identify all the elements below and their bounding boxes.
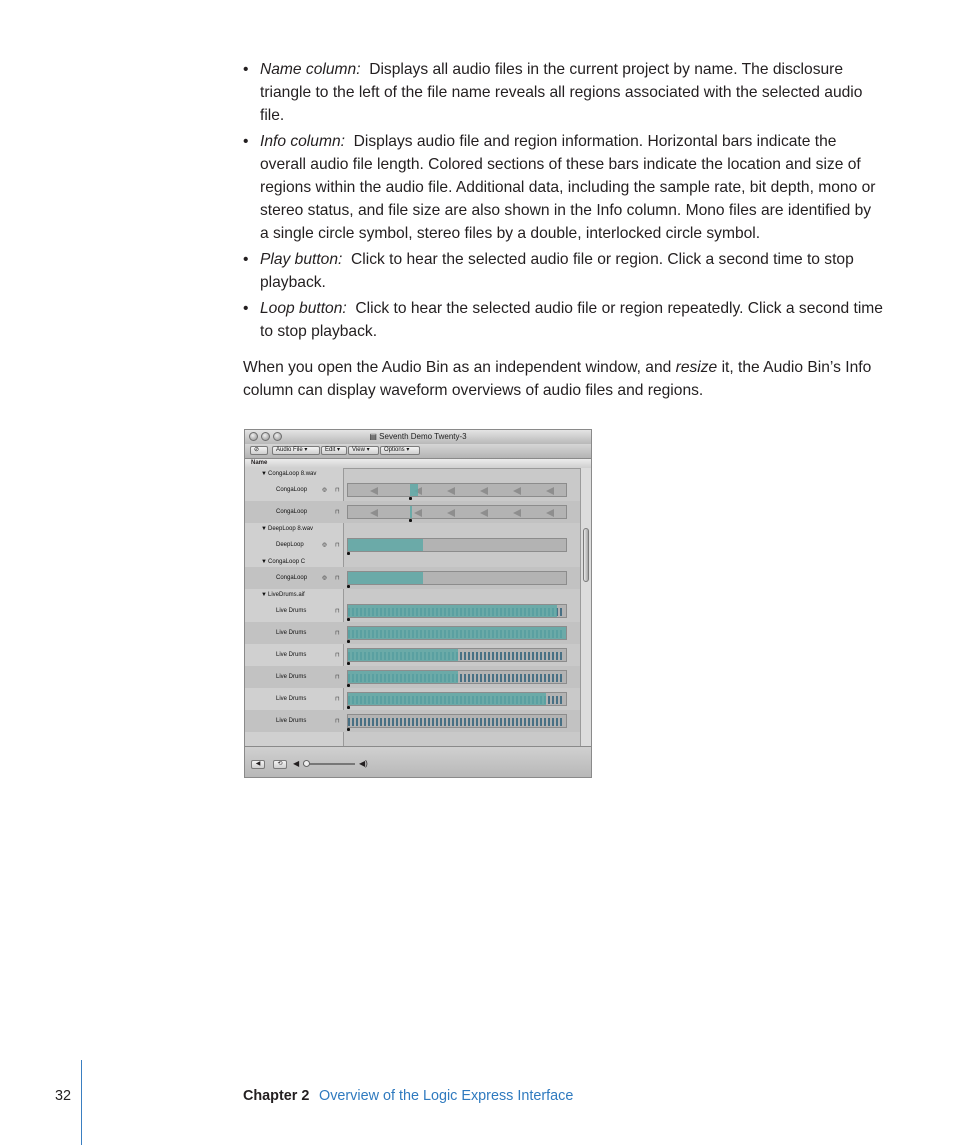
loop-icon: ⊚ [322, 575, 328, 582]
region-selection[interactable] [348, 605, 557, 617]
region-row[interactable] [245, 479, 581, 501]
region-name: CongaLoop [276, 509, 308, 515]
menu-label: Options [384, 447, 405, 453]
bullet-text: Displays audio file and region information. Horizontal bars indicate the overall audio file length. Colored sections of these bars indicate the location and size of regions within the audio file. Additional data, including the sample rate, bit depth, mono or stereo status, and file size are also shown in the Info column. Mono files are identified by a single circle symbol, stereo files by a double, interlocked circle symbol. [260, 133, 876, 242]
region-row[interactable] [245, 710, 581, 732]
audio-file-row[interactable] [245, 468, 581, 479]
region-row[interactable] [245, 600, 581, 622]
lock-icon[interactable]: ⊓ [335, 487, 340, 494]
lock-icon[interactable]: ⊓ [335, 674, 340, 681]
disclosure-triangle-icon[interactable]: ▼ [261, 525, 267, 532]
disclosure-triangle-icon[interactable]: ▼ [261, 470, 267, 477]
window-title-text: Seventh Demo Twenty-3 [379, 432, 467, 441]
audio-file-row[interactable] [245, 589, 581, 600]
region-anchor-marker [409, 519, 412, 522]
waveform-overview [348, 718, 562, 726]
lock-icon[interactable]: ⊓ [335, 542, 340, 549]
region-anchor-marker [347, 684, 350, 687]
paragraph-text: it, the Audio Bin’s Info column can display waveform overviews of audio files and regions. [243, 359, 872, 399]
file-length-bar[interactable] [347, 538, 567, 552]
file-length-bar[interactable] [347, 505, 567, 519]
region-selection[interactable] [348, 627, 567, 639]
loop-button[interactable]: ⟲ [273, 760, 287, 769]
lock-icon[interactable]: ⊓ [335, 575, 340, 582]
file-length-bar[interactable] [347, 571, 567, 585]
region-anchor-marker [409, 497, 412, 500]
volume-low-icon: ◀ [293, 759, 300, 768]
bottom-bar [245, 746, 591, 777]
region-name: Live Drums [276, 630, 307, 636]
menu-label: Audio File [276, 447, 303, 453]
file-length-bar[interactable] [347, 692, 567, 706]
region-anchor-marker [347, 706, 350, 709]
bullet-dot: • [243, 300, 249, 317]
waveform-marker-icon [447, 487, 455, 495]
audio-file-list [245, 468, 581, 732]
bullet-text: Click to hear the selected audio file or region. Click a second time to stop playback. [260, 251, 854, 291]
region-anchor-marker [347, 728, 350, 731]
lock-icon[interactable]: ⊓ [335, 608, 340, 615]
waveform-marker-icon [480, 509, 488, 517]
waveform-marker-icon [513, 509, 521, 517]
region-name: DeepLoop [276, 542, 304, 548]
region-row[interactable] [245, 567, 581, 589]
waveform-marker-icon [480, 487, 488, 495]
vertical-scrollbar[interactable] [580, 468, 591, 746]
region-selection[interactable] [348, 539, 423, 551]
bullet-loop-button [243, 297, 883, 343]
region-row[interactable] [245, 501, 581, 523]
bullet-name-column [243, 58, 883, 127]
lock-icon[interactable]: ⊓ [335, 696, 340, 703]
link-icon[interactable]: ⊘ [250, 446, 268, 455]
document-icon: ▤ [369, 432, 377, 441]
waveform-marker-icon [546, 509, 554, 517]
volume-slider-knob[interactable] [303, 760, 310, 767]
audio-file-menu[interactable]: Audio File ▾ [272, 446, 320, 455]
intro-paragraph [243, 356, 883, 402]
page-number: 32 [55, 1088, 72, 1104]
audio-file-name: CongaLoop 8.wav [268, 470, 317, 477]
waveform-marker-icon [513, 487, 521, 495]
lock-icon[interactable]: ⊓ [335, 509, 340, 516]
region-selection[interactable] [410, 506, 412, 518]
lock-icon[interactable]: ⊓ [335, 630, 340, 637]
audio-bin-window [244, 429, 592, 778]
region-anchor-marker [347, 585, 350, 588]
chapter-title-link[interactable]: Overview of the Logic Express Interface [319, 1088, 574, 1104]
region-anchor-marker [347, 662, 350, 665]
view-menu[interactable]: View ▾ [348, 446, 379, 455]
menu-label: View [352, 447, 365, 453]
region-name: CongaLoop [276, 487, 308, 493]
file-length-bar[interactable] [347, 626, 567, 640]
region-name: CongaLoop [276, 575, 308, 581]
bullet-dot: • [243, 61, 249, 78]
region-row[interactable] [245, 688, 581, 710]
region-name: Live Drums [276, 652, 307, 658]
region-row[interactable] [245, 534, 581, 556]
footer-divider [81, 1060, 82, 1145]
play-button[interactable]: ◀ [251, 760, 265, 769]
bullet-info-column [243, 130, 883, 245]
waveform-marker-icon [546, 487, 554, 495]
waveform-marker-icon [370, 487, 378, 495]
bullet-term: Play button: [260, 251, 343, 268]
region-selection[interactable] [410, 484, 419, 496]
audio-file-name: LiveDrums.aif [268, 591, 305, 598]
region-name: Live Drums [276, 608, 307, 614]
bullet-dot: • [243, 251, 249, 268]
bullet-dot: • [243, 133, 249, 150]
body-text [243, 58, 883, 402]
menu-label: Edit [325, 447, 336, 453]
audio-file-row[interactable] [245, 523, 581, 534]
window-titlebar [245, 430, 591, 444]
paragraph-emphasis: resize [675, 359, 718, 376]
loop-icon: ⊚ [322, 487, 328, 494]
region-name: Live Drums [276, 718, 307, 724]
waveform-marker-icon [370, 509, 378, 517]
file-length-bar[interactable] [347, 604, 567, 618]
loop-icon: ⊚ [322, 542, 328, 549]
lock-icon[interactable]: ⊓ [335, 652, 340, 659]
region-row[interactable] [245, 644, 581, 666]
region-anchor-marker [347, 552, 350, 555]
volume-slider[interactable] [303, 763, 355, 765]
bullet-term: Name column: [260, 61, 361, 78]
region-selection[interactable] [348, 649, 458, 661]
region-selection[interactable] [348, 693, 546, 705]
volume-high-icon: ◀) [359, 759, 368, 768]
file-length-bar[interactable] [347, 648, 567, 662]
file-length-bar[interactable] [347, 483, 567, 497]
bullet-play-button [243, 248, 883, 294]
window-toolbar [245, 444, 591, 459]
disclosure-triangle-icon[interactable]: ▼ [261, 591, 267, 598]
region-anchor-marker [347, 640, 350, 643]
bullet-text: Click to hear the selected audio file or region repeatedly. Click a second time to stop playback. [260, 300, 883, 340]
region-row[interactable] [245, 666, 581, 688]
disclosure-triangle-icon[interactable]: ▼ [261, 558, 267, 565]
scroll-thumb[interactable] [583, 528, 589, 582]
waveform-marker-icon [447, 509, 455, 517]
file-length-bar[interactable] [347, 670, 567, 684]
waveform-marker-icon [414, 509, 422, 517]
audio-file-name: DeepLoop 8.wav [268, 525, 314, 532]
region-name: Live Drums [276, 696, 307, 702]
region-name: Live Drums [276, 674, 307, 680]
window-title [245, 432, 591, 441]
audio-file-name: CongaLoop C [268, 558, 306, 565]
edit-menu[interactable]: Edit ▾ [321, 446, 347, 455]
name-column-header[interactable]: Name [245, 459, 591, 469]
region-row[interactable] [245, 622, 581, 644]
audio-file-row[interactable] [245, 556, 581, 567]
region-selection[interactable] [348, 572, 423, 584]
region-anchor-marker [347, 618, 350, 621]
region-selection[interactable] [348, 671, 458, 683]
bullet-term: Info column: [260, 133, 345, 150]
chapter-label: Chapter 2 [243, 1088, 310, 1104]
paragraph-text: When you open the Audio Bin as an independent window, and [243, 359, 676, 376]
file-length-bar[interactable] [347, 714, 567, 728]
bullet-term: Loop button: [260, 300, 347, 317]
options-menu[interactable]: Options ▾ [380, 446, 420, 455]
bullet-text: Displays all audio files in the current project by name. The disclosure triangle to the left of the file name reveals all regions associated with the selected audio file. [260, 61, 863, 124]
lock-icon[interactable]: ⊓ [335, 718, 340, 725]
